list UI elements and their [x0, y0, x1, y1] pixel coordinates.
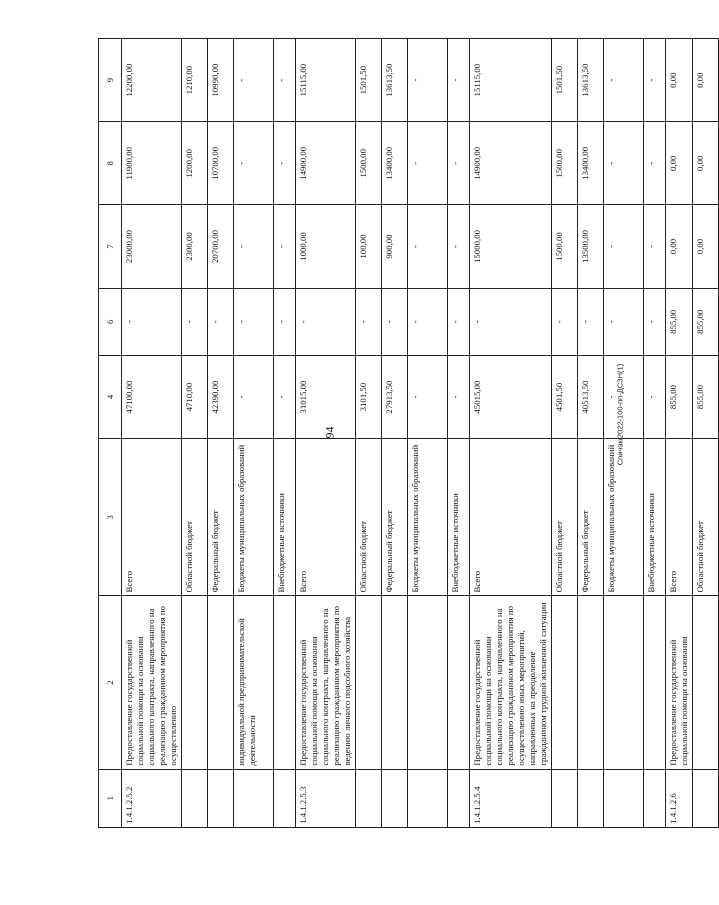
value-col6-cell: -	[355, 288, 381, 355]
row-code-cell	[207, 769, 233, 827]
document-footer-code: Спичак/2022-100-пп-ДСЗН(1)	[615, 363, 625, 466]
row-description-cell	[273, 596, 295, 769]
value-col8-cell: -	[643, 122, 665, 205]
value-col6-cell: -	[273, 288, 295, 355]
funding-source-cell: Всего	[295, 439, 355, 596]
table-row	[665, 39, 692, 828]
value-col9-cell: 10990,00	[207, 39, 233, 122]
page-number: 94	[322, 426, 337, 439]
header-cell: 6	[99, 288, 122, 355]
funding-source-cell: Бюджеты муниципальных образований	[603, 439, 643, 596]
value-col4-cell: 3101,50	[355, 355, 381, 438]
table-header-row	[99, 39, 122, 828]
row-description-cell	[577, 596, 603, 769]
table-row	[181, 39, 207, 828]
funding-source-cell: Бюджеты муниципальных образований	[407, 439, 447, 596]
row-code-cell	[447, 769, 469, 827]
value-col7-cell: -	[447, 205, 469, 288]
value-col9-cell: 15115,00	[469, 39, 551, 122]
value-col6-cell: 855,00	[692, 288, 718, 355]
row-code-cell: 1.4.1.2.5.4	[469, 769, 551, 827]
row-description-cell	[643, 596, 665, 769]
value-col6-cell: -	[577, 288, 603, 355]
value-col7-cell: -	[273, 205, 295, 288]
funding-source-cell: Бюджеты муниципальных образований	[233, 439, 273, 596]
value-col7-cell: 13500,00	[577, 205, 603, 288]
row-code-cell	[381, 769, 407, 827]
table-row	[551, 39, 577, 828]
value-col8-cell: 1500,00	[355, 122, 381, 205]
value-col6-cell: -	[643, 288, 665, 355]
funding-source-cell: Областной бюджет	[692, 439, 718, 596]
table-row	[407, 39, 447, 828]
value-col6-cell: -	[381, 288, 407, 355]
value-col4-cell: -	[273, 355, 295, 438]
value-col4-cell: 47100,00	[122, 355, 182, 438]
row-code-cell	[643, 769, 665, 827]
value-col8-cell: 14900,00	[469, 122, 551, 205]
table-row	[447, 39, 469, 828]
value-col7-cell: 900,00	[381, 205, 407, 288]
row-description-cell	[381, 596, 407, 769]
value-col4-cell: 4710,00	[181, 355, 207, 438]
row-description-cell: Предоставление государственной социальной помощи на основании социального контракта, направленного на реализацию гражданином мероприятия по осуществлению	[122, 596, 182, 769]
row-description-cell	[447, 596, 469, 769]
value-col4-cell: 855,00	[665, 355, 692, 438]
value-col6-cell: -	[551, 288, 577, 355]
value-col8-cell: 0,00	[692, 122, 718, 205]
value-col7-cell: -	[643, 205, 665, 288]
funding-source-cell: Всего	[665, 439, 692, 596]
funding-source-cell: Областной бюджет	[181, 439, 207, 596]
value-col9-cell: -	[603, 39, 643, 122]
row-description-cell	[603, 596, 643, 769]
value-col4-cell: 31015,00	[295, 355, 355, 438]
table-body	[122, 39, 719, 828]
value-col7-cell: 0,00	[692, 205, 718, 288]
value-col4-cell: 4501,50	[551, 355, 577, 438]
table-row	[273, 39, 295, 828]
funding-source-cell: Федеральный бюджет	[207, 439, 233, 596]
value-col8-cell: 1200,00	[181, 122, 207, 205]
value-col9-cell: 13613,50	[381, 39, 407, 122]
row-code-cell	[577, 769, 603, 827]
value-col4-cell: 40513,50	[577, 355, 603, 438]
funding-source-cell: Федеральный бюджет	[577, 439, 603, 596]
value-col4-cell: -	[447, 355, 469, 438]
value-col8-cell: -	[447, 122, 469, 205]
header-cell: 9	[99, 39, 122, 122]
row-description-cell: индивидуальной предпринимательской деятельности	[233, 596, 273, 769]
row-description-cell	[692, 596, 718, 769]
row-code-cell	[181, 769, 207, 827]
value-col4-cell: -	[603, 355, 643, 438]
header-cell: 3	[99, 439, 122, 596]
value-col9-cell: -	[447, 39, 469, 122]
table-row	[603, 39, 643, 828]
funding-source-cell: Всего	[122, 439, 182, 596]
value-col7-cell: 20700,00	[207, 205, 233, 288]
value-col4-cell: -	[407, 355, 447, 438]
row-code-cell: 1.4.1.2.5.3	[295, 769, 355, 827]
value-col8-cell: 13400,00	[577, 122, 603, 205]
row-description-cell	[551, 596, 577, 769]
value-col6-cell: -	[469, 288, 551, 355]
value-col9-cell: 1210,00	[181, 39, 207, 122]
value-col9-cell: -	[643, 39, 665, 122]
row-description-cell	[181, 596, 207, 769]
row-description-cell	[407, 596, 447, 769]
value-col8-cell: -	[407, 122, 447, 205]
value-col7-cell: -	[603, 205, 643, 288]
row-code-cell	[692, 769, 718, 827]
funding-source-cell: Внебюджетные источники	[643, 439, 665, 596]
funding-source-cell: Всего	[469, 439, 551, 596]
value-col8-cell: 13400,00	[381, 122, 407, 205]
value-col7-cell: 100,00	[355, 205, 381, 288]
value-col6-cell: 855,00	[665, 288, 692, 355]
value-col9-cell: 0,00	[665, 39, 692, 122]
value-col9-cell: -	[233, 39, 273, 122]
value-col4-cell: 27913,50	[381, 355, 407, 438]
funding-source-cell: Областной бюджет	[551, 439, 577, 596]
header-cell: 7	[99, 205, 122, 288]
value-col9-cell: 13613,50	[577, 39, 603, 122]
header-cell: 8	[99, 122, 122, 205]
value-col4-cell: 855,00	[692, 355, 718, 438]
budget-table	[98, 38, 719, 828]
value-col4-cell: 45015,00	[469, 355, 551, 438]
row-code-cell: 1.4.1.2.5.2	[122, 769, 182, 827]
header-cell: 2	[99, 596, 122, 769]
value-col8-cell: -	[233, 122, 273, 205]
row-code-cell	[407, 769, 447, 827]
value-col9-cell: -	[407, 39, 447, 122]
value-col6-cell: -	[207, 288, 233, 355]
value-col6-cell: -	[295, 288, 355, 355]
value-col7-cell: -	[233, 205, 273, 288]
value-col4-cell: -	[233, 355, 273, 438]
value-col7-cell: 1000,00	[295, 205, 355, 288]
value-col7-cell: 1500,00	[551, 205, 577, 288]
row-description-cell: Предоставление государственной социальной помощи на основании	[665, 596, 692, 769]
value-col9-cell: 0,00	[692, 39, 718, 122]
value-col9-cell: -	[273, 39, 295, 122]
row-description-cell: Предоставление государственной социальной помощи на основании социального контракта, направленного на реализацию гражданином мероприятия по ведению личного подсобного хозяйства	[295, 596, 355, 769]
value-col8-cell: 10700,00	[207, 122, 233, 205]
value-col4-cell: 42390,00	[207, 355, 233, 438]
table-row	[295, 39, 355, 828]
value-col4-cell: -	[643, 355, 665, 438]
value-col6-cell: -	[603, 288, 643, 355]
funding-source-cell: Областной бюджет	[355, 439, 381, 596]
value-col8-cell: 1500,00	[551, 122, 577, 205]
row-code-cell	[551, 769, 577, 827]
table-row	[233, 39, 273, 828]
value-col8-cell: -	[273, 122, 295, 205]
table-row	[577, 39, 603, 828]
row-description-cell: Предоставление государственной социальной помощи на основании социального контракта, направленного на реализацию гражданином мероприятия по осуществлению иных мероприятий, направленных на преодоление гражданином трудной жизненной ситуации	[469, 596, 551, 769]
funding-source-cell: Федеральный бюджет	[381, 439, 407, 596]
value-col6-cell: -	[447, 288, 469, 355]
table-row	[355, 39, 381, 828]
value-col6-cell: -	[122, 288, 182, 355]
value-col8-cell: -	[603, 122, 643, 205]
value-col6-cell: -	[233, 288, 273, 355]
row-code-cell	[603, 769, 643, 827]
value-col9-cell: 1501,50	[355, 39, 381, 122]
value-col7-cell: 0,00	[665, 205, 692, 288]
funding-source-cell: Внебюджетные источники	[447, 439, 469, 596]
value-col9-cell: 15115,00	[295, 39, 355, 122]
header-cell: 1	[99, 769, 122, 827]
value-col7-cell: 2300,00	[181, 205, 207, 288]
value-col6-cell: -	[407, 288, 447, 355]
row-code-cell	[233, 769, 273, 827]
row-code-cell	[355, 769, 381, 827]
table-row	[381, 39, 407, 828]
header-cell: 4	[99, 355, 122, 438]
value-col9-cell: 12200,00	[122, 39, 182, 122]
value-col8-cell: 11900,00	[122, 122, 182, 205]
funding-source-cell: Внебюджетные источники	[273, 439, 295, 596]
value-col8-cell: 0,00	[665, 122, 692, 205]
row-description-cell	[207, 596, 233, 769]
table-row	[469, 39, 551, 828]
value-col9-cell: 1501,50	[551, 39, 577, 122]
value-col7-cell: -	[407, 205, 447, 288]
row-code-cell: 1.4.1.2.6	[665, 769, 692, 827]
value-col6-cell: -	[181, 288, 207, 355]
row-description-cell	[355, 596, 381, 769]
value-col8-cell: 14900,00	[295, 122, 355, 205]
table-row	[122, 39, 182, 828]
table-row	[643, 39, 665, 828]
table-row	[692, 39, 718, 828]
value-col7-cell: 23000,00	[122, 205, 182, 288]
table-row	[207, 39, 233, 828]
row-code-cell	[273, 769, 295, 827]
value-col7-cell: 15000,00	[469, 205, 551, 288]
